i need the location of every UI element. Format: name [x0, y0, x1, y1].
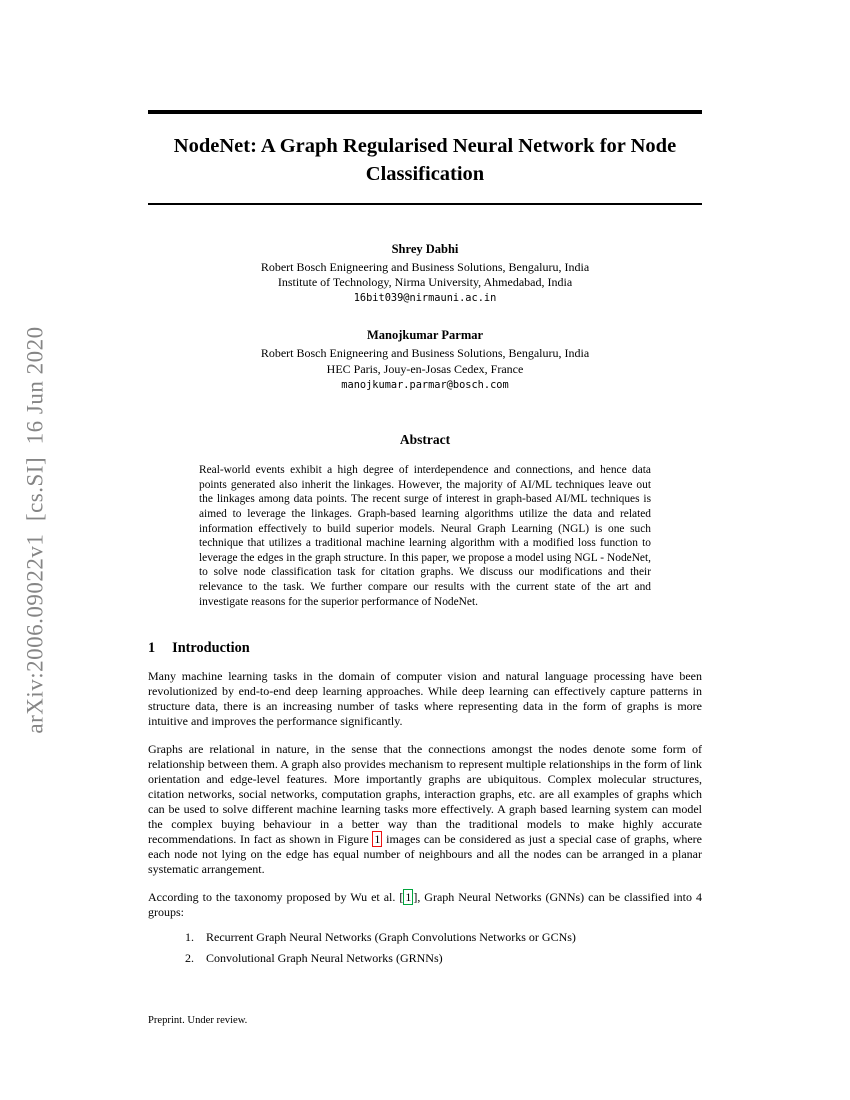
citation-1-reference-link[interactable]: 1 — [405, 889, 412, 904]
intro-paragraph-1: Many machine learning tasks in the domain of computer vision and natural language processing have been revolutionized by end-to-end deep learning approaches. While deep learning can effectively capture patterns in structure data, there is an increasing number of tasks where representing data in the form of graphs is more intuitive and improves the performance significantly. — [148, 669, 702, 729]
intro-paragraph-2-text-cont: images can be considered as just a special case of graphs, where each node not lying on the edge has equal number of neighbours and all the nodes can be arranged in a planar systematic arrangement. — [148, 832, 703, 877]
arxiv-watermark-container — [0, 0, 72, 1060]
author-affiliation: HEC Paris, Jouy-en-Josas Cedex, France — [326, 361, 524, 376]
authors-section — [148, 242, 702, 391]
intro-paragraph-3-text: According to the taxonomy proposed by Wu et al. [ — [148, 889, 404, 904]
paper-title: NodeNet: A Graph Regularised Neural Network for Node Classification — [173, 135, 677, 185]
list-item-text: Convolutional Graph Neural Networks (GRNNs) — [206, 950, 443, 965]
abstract-heading: Abstract — [399, 432, 451, 448]
gnn-groups-list — [148, 930, 702, 966]
intro-paragraph-3 — [148, 890, 702, 920]
preprint-footer-note: Preprint. Under review. — [148, 1015, 248, 1026]
list-item-number: 1. — [185, 929, 194, 944]
intro-paragraph-2 — [148, 742, 702, 878]
abstract-section — [148, 432, 702, 609]
section-heading-introduction — [148, 640, 702, 657]
list-item — [185, 951, 702, 966]
section-number: 1 — [148, 640, 156, 657]
title-rule-top — [148, 110, 702, 114]
author-name: Manojkumar Parmar — [366, 328, 484, 343]
author-affiliation: Robert Bosch Enigneering and Business Solutions, Bengaluru, India — [260, 346, 590, 361]
author-affiliation: Robert Bosch Enigneering and Business Solutions, Bengaluru, India — [260, 259, 590, 274]
intro-paragraph-3-text-cont: ], Graph Neural Networks (GNNs) can be classified into 4 groups: — [148, 889, 702, 919]
abstract-text: Real-world events exhibit a high degree of interdependence and connections, and hence data points generated also inherit the linkages. However, the majority of AI/ML techniques leave out the linkages among data points. The recent surge of interest in graph-based AI/ML techniques is aimed to leverage the linkages. Graph-based learning algorithms utilize the data and related information effectively to build superior models. Neural Graph Learning (NGL) is one such technique that utilizes a traditional machine learning algorithm with a modified loss function to leverage the edges in the graph structure. In this paper, we propose a model using NGL - NodeNet, to solve node classification task for citation graphs. We discuss our modifications and their relevance to the task. We further compare our results with the current state of the art and investigate reasons for the superior performance of NodeNet. — [199, 464, 651, 608]
list-item-text: Recurrent Graph Neural Networks (Graph Convolutions Networks or GCNs) — [206, 929, 576, 944]
title-rule-bottom — [148, 203, 702, 204]
author-block-1 — [148, 242, 702, 305]
arxiv-watermark: arXiv:2006.09022v1 [cs.SI] 16 Jun 2020 — [23, 326, 49, 734]
author-affiliation: Institute of Technology, Nirma University, Ahmedabad, India — [277, 275, 573, 290]
author-email: manojkumar.parmar@bosch.com — [341, 379, 509, 392]
paper-content — [148, 0, 702, 966]
author-email: 16bit039@nirmauni.ac.in — [353, 292, 497, 305]
section-title: Introduction — [172, 640, 250, 657]
author-name: Shrey Dabhi — [391, 241, 459, 256]
figure-1-reference-link[interactable]: 1 — [374, 832, 381, 847]
intro-paragraph-2-text: Graphs are relational in nature, in the sense that the connections amongst the nodes denote some form of relationship between them. A graph also provides mechanism to represent multiple relationships in the form of link orientation and edge-level features. More importantly graphs are ubiquitous. Complex molecular structures, citation networks, social networks, computation graphs, interaction graphs, etc. are all examples of graphs which can be used to solve different machine learning tasks more effectively. A graph based learning system can model the complex buying behaviour in a better way than the traditional models to make highly accurate recommendations. In fact as shown in Figure — [148, 741, 702, 847]
list-item — [185, 930, 702, 945]
list-item-number: 2. — [185, 950, 194, 965]
author-block-2 — [148, 328, 702, 391]
